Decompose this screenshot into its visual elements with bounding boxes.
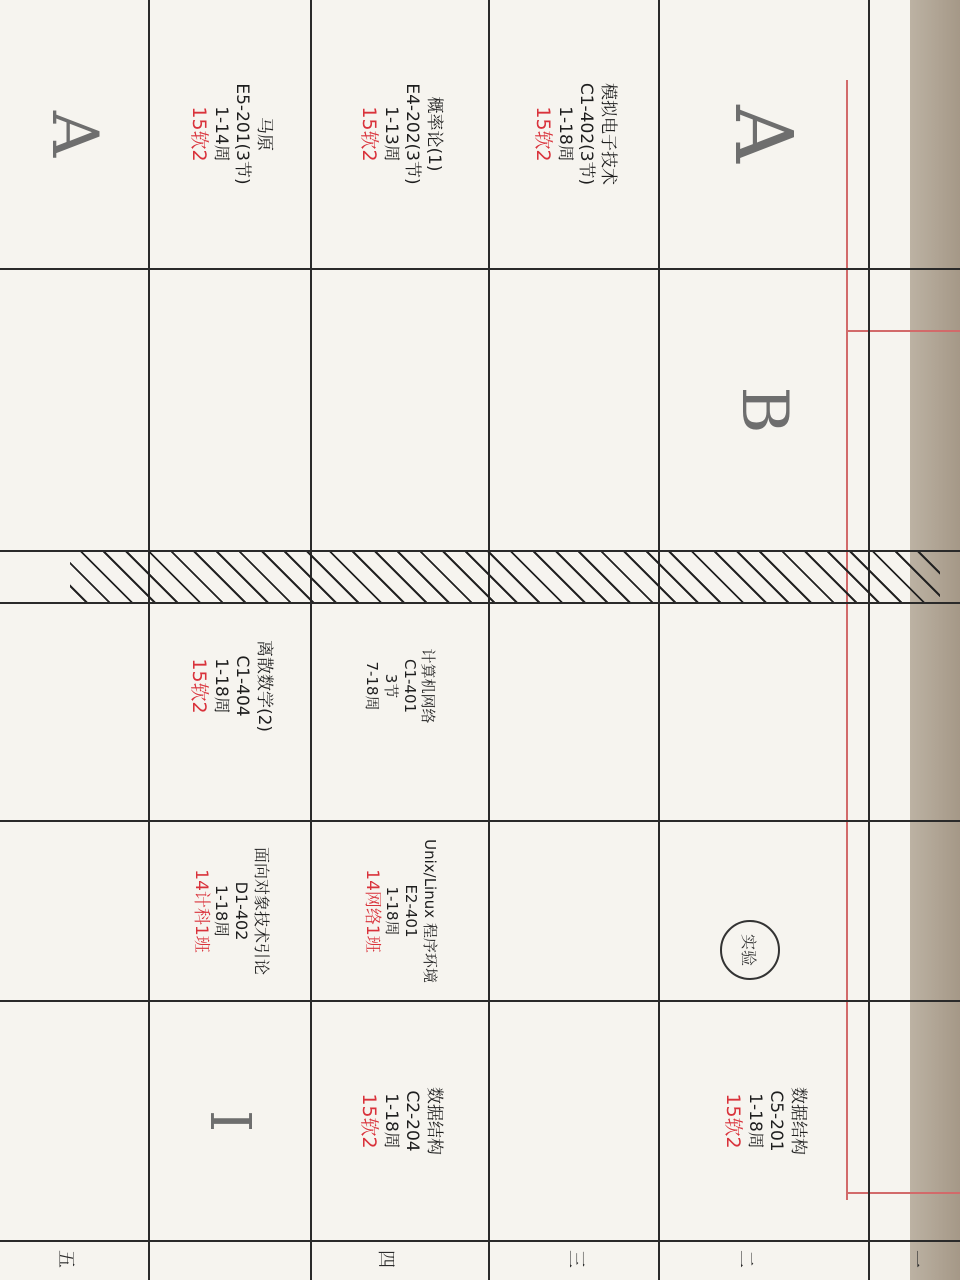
course-weeks: 1-13周 <box>381 106 402 162</box>
course-weeks: 1-18周 <box>745 1093 766 1149</box>
cell-mon-am2 <box>660 270 868 550</box>
course-name: 马原 <box>253 117 274 151</box>
course-name: 概率论(1) <box>423 96 444 172</box>
day-header-mon: 一 <box>905 1250 926 1268</box>
lab-stamp: 实验 <box>720 920 780 980</box>
course-name: 模拟电子技术 <box>597 83 618 185</box>
course-room: E4-202(3节) <box>402 83 423 185</box>
course-weeks: 1-18周 <box>555 106 576 162</box>
cell-thu-pm <box>150 1002 310 1240</box>
course-room: C1-404 <box>232 655 253 717</box>
cell-tue-prob <box>312 0 488 268</box>
course-class: 15软2 <box>188 658 210 714</box>
day-header-fri: 五 <box>55 1250 76 1268</box>
course-name: 计算机网络 <box>419 648 438 724</box>
course-weeks: 1-18周 <box>383 886 402 936</box>
course-room: E2-401 <box>402 884 420 938</box>
cell-fri-am1 <box>0 0 148 268</box>
course-weeks: 1-18周 <box>211 884 231 938</box>
course-class: 15软2 <box>358 106 380 162</box>
course-class: 15软2 <box>532 106 554 162</box>
course-class: 15软2 <box>188 106 210 162</box>
course-room: D1-402 <box>231 881 251 941</box>
course-class: 14计科1班 <box>190 869 211 953</box>
cell-mon-am1 <box>660 0 868 268</box>
cell-wed-marx <box>150 0 310 268</box>
course-name: 面向对象技术引论 <box>251 846 271 975</box>
course-class: 15软2 <box>358 1093 380 1149</box>
grid-line <box>0 1240 960 1242</box>
course-weeks: 1-14周 <box>211 106 232 162</box>
course-room: C5-201 <box>766 1090 787 1152</box>
course-name: 数据结构 <box>787 1087 808 1155</box>
cell-mon-analog <box>490 0 658 268</box>
course-class: 15软2 <box>722 1093 744 1149</box>
course-room: E5-201(3节) <box>232 83 253 185</box>
course-room: C2-204 <box>402 1090 423 1152</box>
cell-tue-compnet <box>312 552 488 820</box>
course-room: C1-401 <box>400 658 419 714</box>
course-periods: 3节 <box>382 673 400 699</box>
cell-wed-discrete <box>150 552 310 820</box>
course-room: C1-402(3节) <box>576 82 597 186</box>
course-class: 14网络1班 <box>362 869 383 953</box>
letter-a-friday: A <box>37 110 111 158</box>
cell-wed-unix <box>312 822 488 1000</box>
course-name: 数据结构 <box>423 1087 444 1155</box>
cell-mon-datastruct <box>660 1002 868 1240</box>
course-name: Unix/Linux 程序环境 <box>420 839 439 983</box>
day-header-thu: 四 <box>375 1250 396 1268</box>
course-weeks: 7-18周 <box>363 661 382 711</box>
course-name: 离散数学(2) <box>253 639 274 733</box>
letter-a: A <box>717 105 811 163</box>
letter-b: B <box>727 386 801 434</box>
course-weeks: 1-18周 <box>211 658 232 714</box>
day-header-wed: 三 <box>565 1250 586 1268</box>
cell-wed-datastruct <box>312 1002 488 1240</box>
course-weeks: 1-18周 <box>381 1093 402 1149</box>
day-header-tue: 二 <box>735 1250 756 1268</box>
grid-line <box>868 0 870 1280</box>
cell-thu-oop <box>150 822 310 1000</box>
letter-i: I <box>197 1109 263 1133</box>
